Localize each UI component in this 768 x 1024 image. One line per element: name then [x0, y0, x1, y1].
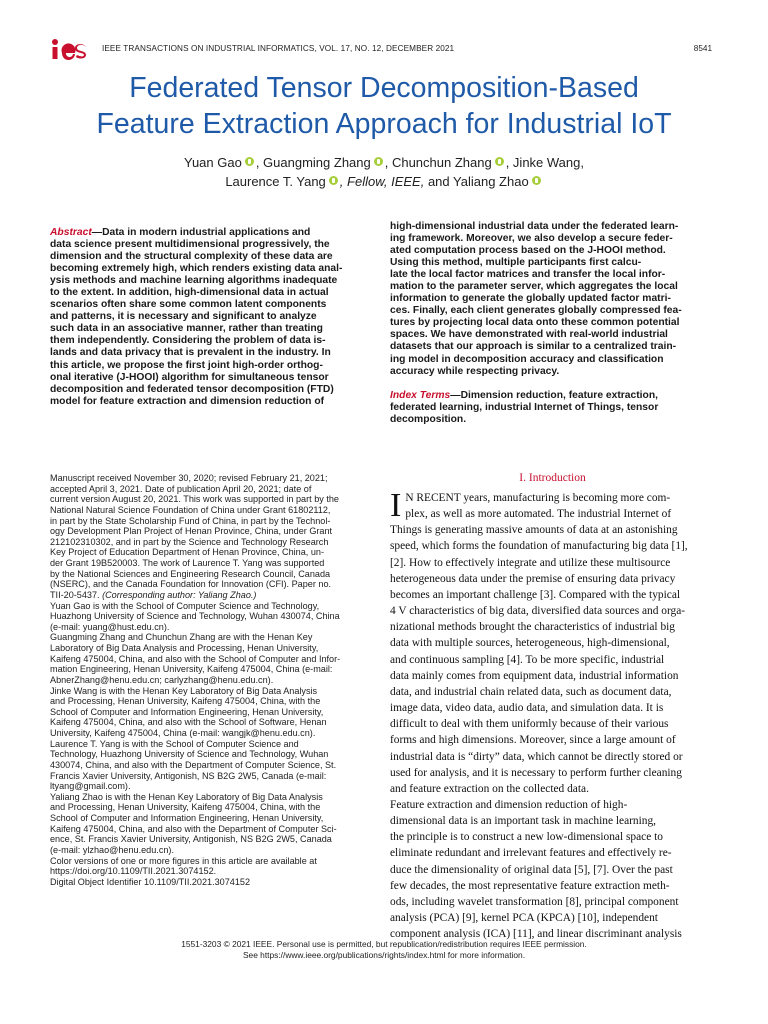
introduction-body: [390, 487, 715, 942]
journal-name: IEEE TRANSACTIONS ON INDUSTRIAL INFORMATICS, VOL. 17, NO. 12, DECEMBER 2021: [102, 44, 455, 53]
abstract-text-right: high-dimensional industrial data under the federated learn- ing framework. Moreover, we also develop a secure feder- ated computation process based on the J-HOOI method. Using this method, multiple participants first calcu- late the local factor matrices and transfer the local infor- mation to the parameter server, which aggregates the local information to generate the globally updated factor matri- ces. Finally, each client generates globally compressed fea- tures by projecting local data onto these common potential spaces. We have demonstrated with real-world industrial datasets that our approach is similar to a centralized train- ing model in decomposition accuracy and classification accuracy while respecting privacy.: [390, 221, 682, 377]
author-line-1: [60, 153, 708, 172]
ies-logo: [50, 38, 88, 60]
orcid-icon[interactable]: [245, 157, 254, 166]
author-name: , Jinke Wang,: [505, 155, 584, 170]
drop-cap: I: [390, 487, 402, 524]
copyright-footer: [80, 939, 688, 961]
abstract-paragraph: Abstract—Data in modern industrial applications and data science present multidimensional progressively, the dimension and the structural complexity of these data are becoming extremely high, which renders existing data anal- ysis methods and machine learning algorithms inadequate to the extent. In addition, high-dimensional data in actual scenarios often share some common latent components and patterns, it is necessary and significant to analyze such data in an associative manner, rather than treating them independently. Considering the problem of data is- lands and data privacy that is prevalent in the industry. In this article, we propose the first joint high-order orthog- onal iterative (J-HOOI) algorithm for simultaneous tensor decomposition and federated tensor decomposition (FTD) model for feature extraction and dimension reduction of: [50, 227, 343, 407]
author-name: and Yaliang Zhao: [424, 174, 529, 189]
copyright-line: 1551-3203 © 2021 IEEE. Personal use is permitted, but republication/redistribution requires IEEE permission.: [181, 939, 587, 949]
author-list: [60, 153, 708, 191]
orcid-icon[interactable]: [374, 157, 383, 166]
affiliation-gao: Yuan Gao is with the School of Computer Science and Technology, Huazhong University of Science and Technology, Wuhan 430074, China (e-mail: yuang@hust.edu.cn).: [50, 600, 340, 632]
affiliation-wang: Jinke Wang is with the Henan Key Laboratory of Big Data Analysis and Processing, Henan University, Kaifeng 475004, China, with the School of Computer and Information Engineering, Henan University, Kaifeng 475004, China, and also with the School of Software, Henan University, Kaifeng 475004, China (e-mail: wangjk@henu.edu.cn).: [50, 685, 327, 738]
affiliation-zhang: Guangming Zhang and Chunchun Zhang are with the Henan Key Laboratory of Big Data Analysis and Processing, Henan University, Kaifeng 475004, China, and also with the School of Computer and Infor- mation Engineering, Henan University, Kaifeng 475004, China (e-mail: AbnerZhang@henu.edu.cn; carlyzhang@henu.edu.cn).: [50, 632, 341, 685]
index-terms-label: Index Terms: [390, 389, 451, 401]
author-title: , Fellow, IEEE,: [339, 174, 425, 189]
orcid-icon[interactable]: [532, 176, 541, 185]
index-terms-text: Dimension reduction, feature extraction, federated learning, industrial Internet of Things, tensor decomposition.: [390, 389, 659, 425]
author-line-2: [60, 172, 708, 191]
intro-paragraph-2: Feature extraction and dimension reduction of high- dimensional data is an important task in machine learning, the principle is to construct a new low-dimensional space to eliminate redundant and irrelevant features and effectively re- duce the dimensionality of original data [5], [7]. Over the past few decades, the most representative feature extraction meth- ods, including wavelet transformation [8], principal component analysis (PCA) [9], kernel PCA (KPCA) [10], independent component analysis (ICA) [11], and linear discriminant analysis: [390, 798, 682, 941]
svg-text:ies: ies: [76, 54, 82, 59]
title-line-2: Feature Extraction Approach for Industrial IoT: [96, 108, 672, 140]
orcid-icon[interactable]: [495, 157, 504, 166]
corresponding-author: (Corresponding author: Yaliang Zhao.): [102, 589, 257, 600]
section-heading-introduction: I. Introduction: [519, 472, 586, 484]
intro-paragraph-1: I N RECENT years, manufacturing is becoming more com- plex, as well as more automated. The industrial Internet of Things is generating massive amounts of data at an astonishing speed, which forms the foundation of manufacturing big data [1], [2]. How to effectively integrate and utilize these multisource heterogeneous data under the premise of ensuring data privacy becomes an important challenge [3]. Compared with the typical 4 V characteristics of big data, diversified data sources and orga- nizational methods brought the characteristics of industrial big data with multiple sources, heterogeneous, high-dimensional, and continuous sampling [4]. To be more specific, industrial data mainly comes from equipment data, industrial information data, and industrial chain related data, such as document data, image data, video data, audio data, and simulation data. It is difficult to deal with them uniformly because of their various forms and high dimensions. Moreover, since a large amount of industrial data is “dirty” data, which cannot be directly stored or used for analysis, and it is necessary to perform further cleaning and feature extraction on the collected data.: [390, 487, 688, 795]
color-versions-note: Color versions of one or more figures in this article are available at https://doi.org/10.1109/TII.2021.3074152.: [50, 855, 317, 877]
author-name: Yuan Gao: [184, 155, 242, 170]
affiliation-zhao: Yaliang Zhao is with the Henan Key Laboratory of Big Data Analysis and Processing, Henan University, Kaifeng 475004, China, with the School of Computer and Information Engineering, Henan University, Kaifeng 475004, China, and also with the Department of Computer Sci- ence, St. Francis Xavier University, Antigonish, NS B2G 2W5, Canada (e-mail: ylzhao@henu.edu.cn).: [50, 791, 337, 855]
running-header: [50, 38, 712, 60]
page-number: 8541: [693, 44, 712, 53]
title-line-1: Federated Tensor Decomposition-Based: [129, 72, 639, 104]
index-terms: Index Terms—Dimension reduction, feature extraction, federated learning, industrial Internet of Things, tensor decomposition.: [390, 389, 659, 425]
abstract-right-column: [390, 221, 715, 426]
author-name: Laurence T. Yang: [225, 174, 326, 189]
footnotes: [50, 473, 375, 887]
abstract-left-column: [50, 227, 375, 408]
abstract-text-left: Data in modern industrial applications and data science present multidimensional progressively, the dimension and the structural complexity of these data are becoming extremely high, which renders existing data anal- ysis methods and machine learning algorithms inadequate to the extent. In addition, high-dimensional data in actual scenarios often share some common latent components and patterns, it is necessary and significant to analyze such data in an associative manner, rather than treating them independently. Considering the problem of data is- lands and data privacy that is prevalent in the industry. In this article, we propose the first joint high-order orthog- onal iterative (J-HOOI) algorithm for simultaneous tensor decomposition and federated tensor decomposition (FTD) model for feature extraction and dimension reduction of: [50, 227, 343, 407]
paper-title: [40, 70, 728, 142]
orcid-icon[interactable]: [329, 176, 338, 185]
rights-link[interactable]: See https://www.ieee.org/publications/rights/index.html for more information.: [242, 950, 526, 960]
manuscript-note: Manuscript received November 30, 2020; revised February 21, 2021; accepted April 3, 2021. Date of publication April 20, 2021; date of current version August 20, 2021. This work was supported in part by the National Natural Science Foundation of China under Grant 61802112, in part by the State Scholarship Fund of China, in part by the Technol- ogy Development Plan Project of Henan Province, China, under Grant 212102310302, and in part by the Science and Technology Research Key Project of Education Department of Henan Province, China, un- der Grant 19B520003. The work of Laurence T. Yang was supported by the National Sciences and Engineering Research Council, Canada (NSERC), and the Canada Foundation for Innovation (CFI). Paper no. TII-20-5437. (Corresponding author: Yaliang Zhao.): [50, 473, 339, 600]
doi-note: Digital Object Identifier 10.1109/TII.2021.3074152: [50, 876, 251, 887]
abstract-label: Abstract: [50, 227, 92, 238]
affiliation-yang: Laurence T. Yang is with the School of Computer Science and Technology, Huazhong University of Science and Technology, Wuhan 430074, China, and also with the Department of Computer Science, St. Francis Xavier University, Antigonish, NS B2G 2W5, Canada (e-mail: ltyang@gmail.com).: [50, 738, 337, 792]
author-name: , Chunchun Zhang: [384, 155, 492, 170]
author-name: , Guangming Zhang: [255, 155, 371, 170]
